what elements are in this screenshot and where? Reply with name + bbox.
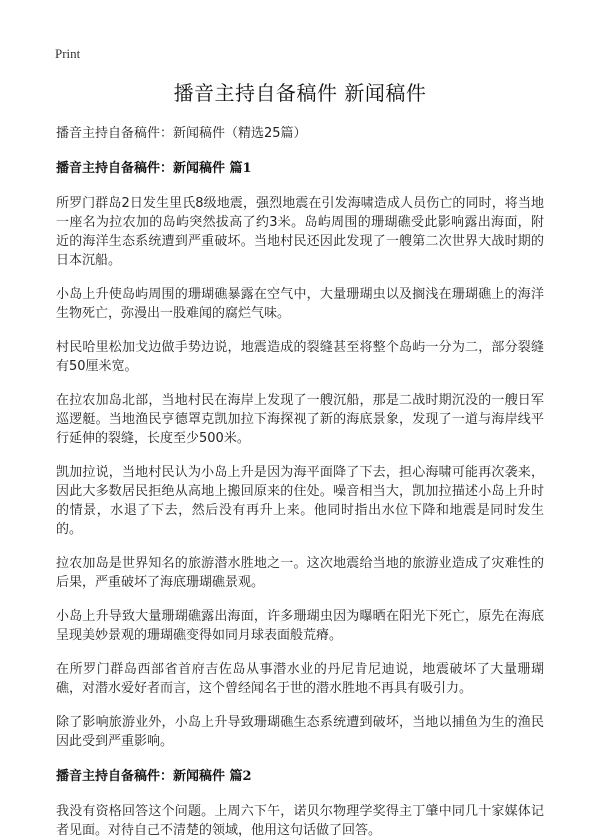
paragraph: 我没有资格回答这个问题。上周六下午，诺贝尔物理学奖得主丁肇中同几十家媒体记者见面。对待自己不清楚的领域，他用这句话做了回答。 (56, 804, 544, 838)
paragraph: 除了影响旅游业外，小岛上升导致珊瑚礁生态系统遭到破坏，当地以捕鱼为生的渔民因此受到严重影响。 (56, 715, 544, 749)
section-2 (56, 768, 544, 840)
paragraph: 所罗门群岛2日发生里氏8级地震，强烈地震在引发海啸造成人员伤亡的同时，将当地一座名为拉农加的岛屿突然拔高了约3米。岛屿周围的珊瑚礁受此影响露出海面，附近的海洋生态系统遭到严重破坏。当地村民还因此发现了一艘第二次世界大战时期的日本沉船。 (56, 196, 544, 268)
paragraph: 凯加拉说，当地村民认为小岛上升是因为海平面降了下去，担心海啸可能再次袭来，因此大多数居民拒绝从高地上搬回原来的住处。噪音相当大，凯加拉描述小岛上升时的情景，水退了下去，然后没有再升上来。他同时指出水位下降和地震是同时发生的。 (56, 465, 544, 537)
print-link[interactable]: Print (55, 46, 81, 61)
section-heading: 播音主持自备稿件：新闻稿件 篇1 (56, 161, 252, 176)
document-title: 播音主持自备稿件 新闻稿件 (173, 81, 427, 105)
paragraph: 小岛上升使岛屿周围的珊瑚礁暴露在空气中，大量珊瑚虫以及搁浅在珊瑚礁上的海洋生物死亡，弥漫出一股难闻的腐烂气味。 (56, 287, 544, 321)
document-subtitle: 播音主持自备稿件：新闻稿件（精选25篇） (56, 126, 307, 141)
section-1 (56, 160, 544, 751)
paragraph: 在拉农加岛北部，当地村民在海岸上发现了一艘沉船，那是二战时期沉没的一艘日军巡逻艇。当地渔民亨德罩克凯加拉下海探视了新的海底景象，发现了一道与海岸线平行延伸的裂缝，长度至少500米。 (56, 393, 544, 446)
paragraph: 村民哈里松加戈边做手势边说，地震造成的裂缝甚至将整个岛屿一分为二，部分裂缝有50厘米宽。 (56, 340, 544, 374)
paragraph: 小岛上升导致大量珊瑚礁露出海面，许多珊瑚虫因为曝晒在阳光下死亡，原先在海底呈现美妙景观的珊瑚礁变得如同月球表面般荒瘠。 (56, 609, 544, 643)
paragraph: 拉农加岛是世界知名的旅游潜水胜地之一。这次地震给当地的旅游业造成了灾难性的后果，严重破坏了海底珊瑚礁景观。 (56, 556, 544, 590)
section-heading: 播音主持自备稿件：新闻稿件 篇2 (56, 769, 252, 784)
paragraph: 在所罗门群岛西部省首府吉佐岛从事潜水业的丹尼肯尼迪说，地震破坏了大量珊瑚礁，对潜水爱好者而言，这个曾经闻名于世的潜水胜地不再具有吸引力。 (56, 662, 544, 696)
